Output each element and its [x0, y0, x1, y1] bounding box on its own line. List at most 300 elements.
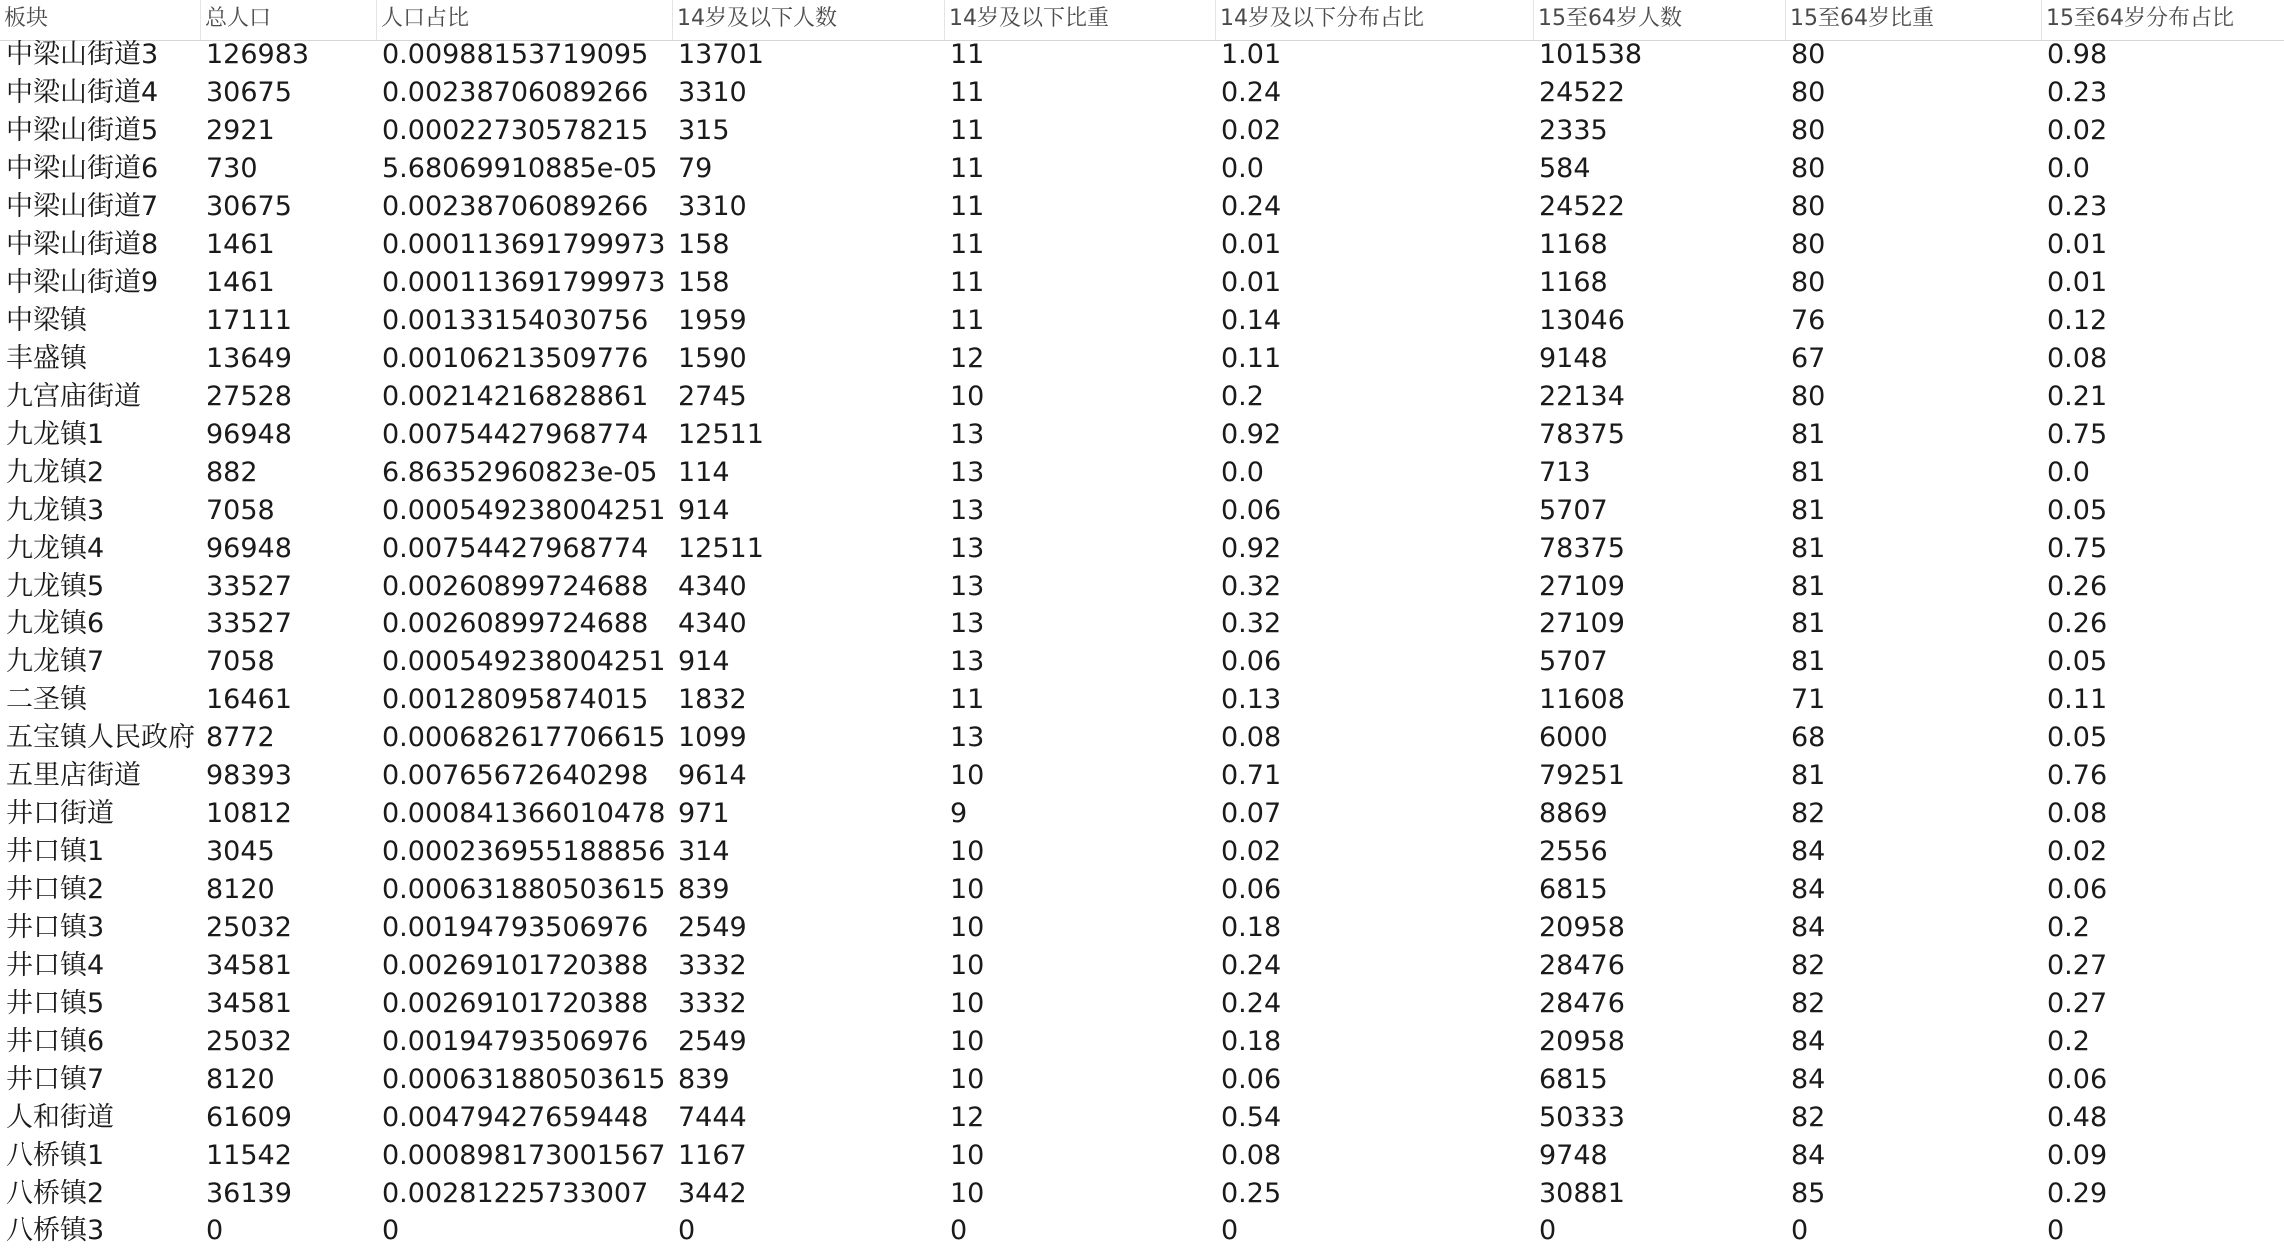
cell-under14-count: 839: [678, 874, 730, 906]
cell-age15to64-ratio: 82: [1791, 949, 1826, 981]
cell-age15to64-ratio: 81: [1791, 418, 1826, 450]
cell-district: 五里店街道: [6, 760, 141, 792]
cell-total-population: 11542: [206, 1139, 292, 1171]
cell-age15to64-count: 50333: [1539, 1101, 1625, 1133]
cell-age15to64-ratio: 84: [1791, 1139, 1826, 1171]
cell-age15to64-ratio: 81: [1791, 646, 1826, 678]
cell-age15to64-count: 24522: [1539, 77, 1625, 109]
cell-age15to64-distribution: 0.12: [2047, 304, 2108, 336]
cell-population-share: 0.000898173001567: [382, 1139, 666, 1171]
cell-under14-distribution: 0.06: [1221, 1063, 1282, 1095]
cell-district: 九龙镇6: [6, 608, 105, 640]
cell-population-share: 0.00133154030756: [382, 304, 649, 336]
cell-under14-count: 9614: [678, 760, 747, 792]
cell-age15to64-ratio: 82: [1791, 1101, 1826, 1133]
cell-age15to64-ratio: 80: [1791, 77, 1826, 109]
cell-under14-distribution: 0.14: [1221, 304, 1282, 336]
cell-under14-distribution: 0.07: [1221, 798, 1282, 830]
cell-population-share: 6.86352960823e-05: [382, 456, 658, 488]
cell-age15to64-count: 79251: [1539, 760, 1625, 792]
cell-under14-ratio: 10: [950, 874, 985, 906]
cell-under14-ratio: 10: [950, 1025, 985, 1057]
cell-age15to64-distribution: 0.75: [2047, 532, 2108, 564]
cell-population-share: 0.00214216828861: [382, 380, 649, 412]
cell-age15to64-distribution: 0.75: [2047, 418, 2108, 450]
cell-age15to64-distribution: 0.02: [2047, 836, 2108, 868]
cell-age15to64-distribution: 0.23: [2047, 191, 2108, 223]
cell-age15to64-ratio: 81: [1791, 532, 1826, 564]
cell-age15to64-distribution: 0.48: [2047, 1101, 2108, 1133]
cell-total-population: 34581: [206, 987, 292, 1019]
table-row[interactable]: [0, 302, 2284, 340]
cell-population-share: 0.00281225733007: [382, 1177, 649, 1209]
cell-under14-distribution: 0.24: [1221, 77, 1282, 109]
column-header-under14-count[interactable]: 14岁及以下人数: [672, 0, 944, 40]
cell-age15to64-count: 78375: [1539, 418, 1625, 450]
cell-under14-distribution: 0.01: [1221, 266, 1282, 298]
cell-under14-count: 3332: [678, 987, 747, 1019]
cell-age15to64-ratio: 80: [1791, 191, 1826, 223]
cell-age15to64-count: 5707: [1539, 646, 1608, 678]
cell-under14-ratio: 11: [950, 77, 985, 109]
cell-age15to64-ratio: 80: [1791, 380, 1826, 412]
cell-district: 中梁镇: [6, 304, 87, 336]
column-header-population-share[interactable]: 人口占比: [376, 0, 672, 40]
cell-age15to64-count: 27109: [1539, 608, 1625, 640]
cell-under14-ratio: 13: [950, 570, 985, 602]
column-header-age15to64-count[interactable]: 15至64岁人数: [1533, 0, 1785, 40]
cell-total-population: 1461: [206, 266, 275, 298]
table-row[interactable]: [0, 909, 2284, 947]
cell-age15to64-count: 28476: [1539, 987, 1625, 1019]
cell-under14-count: 914: [678, 494, 730, 526]
cell-under14-count: 3310: [678, 191, 747, 223]
cell-population-share: 0.000682617706615: [382, 722, 666, 754]
table-row[interactable]: [0, 36, 2284, 74]
cell-total-population: 17111: [206, 304, 292, 336]
cell-under14-count: 79: [678, 153, 713, 185]
cell-under14-count: 3332: [678, 949, 747, 981]
cell-population-share: 0.00765672640298: [382, 760, 649, 792]
cell-total-population: 30675: [206, 77, 292, 109]
table-row[interactable]: [0, 1061, 2284, 1099]
cell-total-population: 13649: [206, 342, 292, 374]
table-row[interactable]: [0, 757, 2284, 795]
cell-age15to64-distribution: 0.26: [2047, 608, 2108, 640]
cell-district: 九龙镇5: [6, 570, 105, 602]
cell-total-population: 36139: [206, 1177, 292, 1209]
cell-age15to64-count: 9748: [1539, 1139, 1608, 1171]
column-header-age15to64-distribution[interactable]: 15至64岁分布占比: [2041, 0, 2284, 40]
cell-under14-distribution: 0.24: [1221, 191, 1282, 223]
cell-under14-ratio: 11: [950, 304, 985, 336]
cell-age15to64-ratio: 81: [1791, 456, 1826, 488]
table-row[interactable]: [0, 985, 2284, 1023]
cell-total-population: 34581: [206, 949, 292, 981]
cell-age15to64-count: 713: [1539, 456, 1591, 488]
cell-under14-count: 4340: [678, 570, 747, 602]
cell-age15to64-distribution: 0.09: [2047, 1139, 2108, 1171]
cell-age15to64-count: 8869: [1539, 798, 1608, 830]
cell-age15to64-distribution: 0.23: [2047, 77, 2108, 109]
cell-under14-count: 1590: [678, 342, 747, 374]
cell-under14-distribution: 0.06: [1221, 646, 1282, 678]
table-row[interactable]: [0, 264, 2284, 302]
column-header-total-population[interactable]: 总人口: [200, 0, 376, 40]
cell-age15to64-distribution: 0.06: [2047, 1063, 2108, 1095]
cell-population-share: 0.00194793506976: [382, 911, 649, 943]
cell-under14-distribution: 0.02: [1221, 836, 1282, 868]
cell-under14-distribution: 0.92: [1221, 532, 1282, 564]
cell-age15to64-distribution: 0.21: [2047, 380, 2108, 412]
cell-total-population: 25032: [206, 1025, 292, 1057]
cell-age15to64-distribution: 0.26: [2047, 570, 2108, 602]
cell-under14-distribution: 1.01: [1221, 39, 1282, 71]
cell-under14-distribution: 0.25: [1221, 1177, 1282, 1209]
cell-age15to64-count: 9148: [1539, 342, 1608, 374]
cell-under14-ratio: 10: [950, 760, 985, 792]
cell-total-population: 730: [206, 153, 258, 185]
cell-age15to64-distribution: 0.27: [2047, 987, 2108, 1019]
cell-under14-count: 12511: [678, 418, 764, 450]
cell-total-population: 126983: [206, 39, 310, 71]
cell-population-share: 0.00754427968774: [382, 418, 649, 450]
cell-under14-ratio: 10: [950, 987, 985, 1019]
cell-age15to64-ratio: 82: [1791, 798, 1826, 830]
cell-under14-ratio: 11: [950, 229, 985, 261]
cell-age15to64-distribution: 0.06: [2047, 874, 2108, 906]
cell-population-share: 0.00260899724688: [382, 570, 649, 602]
cell-age15to64-count: 6000: [1539, 722, 1608, 754]
cell-under14-distribution: 0: [1221, 1215, 1239, 1247]
cell-age15to64-ratio: 84: [1791, 1025, 1826, 1057]
cell-population-share: 0.000236955188856: [382, 836, 666, 868]
cell-population-share: 0.00022730578215: [382, 115, 649, 147]
cell-age15to64-ratio: 85: [1791, 1177, 1826, 1209]
cell-under14-distribution: 0.08: [1221, 722, 1282, 754]
cell-under14-count: 7444: [678, 1101, 747, 1133]
cell-age15to64-ratio: 71: [1791, 684, 1826, 716]
table-row[interactable]: [0, 188, 2284, 226]
cell-district: 五宝镇人民政府: [6, 722, 195, 754]
cell-under14-distribution: 0.02: [1221, 115, 1282, 147]
cell-under14-ratio: 12: [950, 1101, 985, 1133]
cell-age15to64-count: 1168: [1539, 229, 1608, 261]
cell-age15to64-count: 11608: [1539, 684, 1625, 716]
column-header-age15to64-ratio[interactable]: 15至64岁比重: [1785, 0, 2041, 40]
cell-under14-ratio: 11: [950, 153, 985, 185]
cell-age15to64-distribution: 0.0: [2047, 456, 2090, 488]
cell-under14-distribution: 0.92: [1221, 418, 1282, 450]
table-row[interactable]: [0, 947, 2284, 985]
cell-under14-distribution: 0.24: [1221, 949, 1282, 981]
cell-district: 井口镇2: [6, 874, 105, 906]
cell-age15to64-distribution: 0.2: [2047, 911, 2090, 943]
cell-population-share: 0.000113691799973: [382, 229, 666, 261]
cell-population-share: 0.00128095874015: [382, 684, 649, 716]
cell-total-population: 1461: [206, 229, 275, 261]
cell-population-share: 0.000841366010478: [382, 798, 666, 830]
cell-under14-ratio: 9: [950, 798, 968, 830]
cell-under14-distribution: 0.0: [1221, 456, 1264, 488]
cell-population-share: 0.000631880503615: [382, 1063, 666, 1095]
cell-under14-distribution: 0.0: [1221, 153, 1264, 185]
cell-age15to64-ratio: 84: [1791, 1063, 1826, 1095]
table-row[interactable]: [0, 416, 2284, 454]
cell-population-share: 5.68069910885e-05: [382, 153, 658, 185]
cell-age15to64-count: 101538: [1539, 39, 1643, 71]
cell-under14-count: 1832: [678, 684, 747, 716]
cell-population-share: 0.000113691799973: [382, 266, 666, 298]
column-header-district[interactable]: 板块: [4, 6, 49, 31]
cell-age15to64-ratio: 84: [1791, 836, 1826, 868]
cell-total-population: 2921: [206, 115, 275, 147]
cell-total-population: 98393: [206, 760, 292, 792]
table-row[interactable]: [0, 378, 2284, 416]
table-row[interactable]: [0, 643, 2284, 681]
cell-under14-count: 3442: [678, 1177, 747, 1209]
cell-under14-ratio: 10: [950, 1063, 985, 1095]
cell-age15to64-ratio: 67: [1791, 342, 1826, 374]
cell-total-population: 33527: [206, 608, 292, 640]
cell-district: 九龙镇1: [6, 418, 105, 450]
cell-age15to64-ratio: 81: [1791, 608, 1826, 640]
cell-age15to64-distribution: 0.01: [2047, 229, 2108, 261]
table-header: [0, 0, 2284, 41]
cell-age15to64-count: 20958: [1539, 1025, 1625, 1057]
cell-under14-count: 1959: [678, 304, 747, 336]
column-header-under14-distribution[interactable]: 14岁及以下分布占比: [1215, 0, 1533, 40]
cell-age15to64-distribution: 0.76: [2047, 760, 2108, 792]
cell-population-share: 0.00754427968774: [382, 532, 649, 564]
cell-under14-distribution: 0.13: [1221, 684, 1282, 716]
table-row[interactable]: [0, 1175, 2284, 1213]
table-row[interactable]: [0, 833, 2284, 871]
cell-age15to64-count: 22134: [1539, 380, 1625, 412]
cell-under14-count: 315: [678, 115, 730, 147]
cell-population-share: 0.00260899724688: [382, 608, 649, 640]
cell-age15to64-ratio: 80: [1791, 229, 1826, 261]
cell-age15to64-ratio: 84: [1791, 874, 1826, 906]
cell-district: 中梁山街道6: [6, 153, 159, 185]
cell-age15to64-distribution: 0.02: [2047, 115, 2108, 147]
cell-district: 中梁山街道9: [6, 266, 159, 298]
cell-total-population: 882: [206, 456, 258, 488]
cell-age15to64-ratio: 80: [1791, 266, 1826, 298]
cell-under14-count: 158: [678, 229, 730, 261]
cell-total-population: 61609: [206, 1101, 292, 1133]
cell-under14-ratio: 10: [950, 1177, 985, 1209]
cell-age15to64-count: 20958: [1539, 911, 1625, 943]
cell-district: 九龙镇7: [6, 646, 105, 678]
table-row[interactable]: [0, 530, 2284, 568]
cell-under14-ratio: 13: [950, 494, 985, 526]
cell-under14-ratio: 11: [950, 191, 985, 223]
cell-district: 中梁山街道8: [6, 229, 159, 261]
cell-age15to64-count: 30881: [1539, 1177, 1625, 1209]
cell-age15to64-ratio: 76: [1791, 304, 1826, 336]
cell-age15to64-count: 27109: [1539, 570, 1625, 602]
cell-district: 九宫庙街道: [6, 380, 141, 412]
table-row[interactable]: [0, 454, 2284, 492]
cell-age15to64-ratio: 84: [1791, 911, 1826, 943]
cell-age15to64-count: 584: [1539, 153, 1591, 185]
table-row[interactable]: [0, 871, 2284, 909]
cell-under14-ratio: 13: [950, 722, 985, 754]
cell-district: 井口镇1: [6, 836, 105, 868]
table-row[interactable]: [0, 1023, 2284, 1061]
cell-district: 九龙镇2: [6, 456, 105, 488]
cell-under14-count: 2549: [678, 1025, 747, 1057]
cell-district: 二圣镇: [6, 684, 87, 716]
cell-under14-count: 839: [678, 1063, 730, 1095]
cell-under14-count: 13701: [678, 39, 764, 71]
table-row[interactable]: [0, 1212, 2284, 1250]
cell-district: 井口街道: [6, 798, 114, 830]
cell-under14-count: 2745: [678, 380, 747, 412]
cell-population-share: 0.000549238004251: [382, 494, 666, 526]
cell-age15to64-count: 2556: [1539, 836, 1608, 868]
table-row[interactable]: [0, 568, 2284, 606]
table-row[interactable]: [0, 795, 2284, 833]
cell-total-population: 16461: [206, 684, 292, 716]
cell-under14-ratio: 10: [950, 949, 985, 981]
cell-total-population: 8120: [206, 1063, 275, 1095]
cell-age15to64-count: 0: [1539, 1215, 1557, 1247]
cell-total-population: 10812: [206, 798, 292, 830]
cell-total-population: 7058: [206, 646, 275, 678]
cell-under14-count: 1167: [678, 1139, 747, 1171]
cell-total-population: 96948: [206, 418, 292, 450]
cell-under14-distribution: 0.24: [1221, 987, 1282, 1019]
cell-age15to64-distribution: 0.08: [2047, 342, 2108, 374]
cell-age15to64-count: 6815: [1539, 1063, 1608, 1095]
cell-under14-count: 0: [678, 1215, 696, 1247]
cell-under14-distribution: 0.06: [1221, 494, 1282, 526]
cell-age15to64-ratio: 68: [1791, 722, 1826, 754]
cell-under14-ratio: 13: [950, 532, 985, 564]
cell-age15to64-ratio: 0: [1791, 1215, 1809, 1247]
cell-age15to64-count: 78375: [1539, 532, 1625, 564]
cell-district: 八桥镇1: [6, 1139, 105, 1171]
cell-age15to64-count: 24522: [1539, 191, 1625, 223]
cell-under14-distribution: 0.18: [1221, 911, 1282, 943]
cell-age15to64-ratio: 80: [1791, 153, 1826, 185]
cell-population-share: 0.00479427659448: [382, 1101, 649, 1133]
column-header-under14-ratio[interactable]: 14岁及以下比重: [944, 0, 1215, 40]
cell-age15to64-distribution: 0.08: [2047, 798, 2108, 830]
cell-under14-ratio: 13: [950, 456, 985, 488]
cell-under14-ratio: 13: [950, 646, 985, 678]
cell-age15to64-ratio: 81: [1791, 494, 1826, 526]
cell-under14-ratio: 10: [950, 836, 985, 868]
cell-age15to64-distribution: 0.0: [2047, 153, 2090, 185]
cell-under14-ratio: 13: [950, 608, 985, 640]
table-row[interactable]: [0, 1137, 2284, 1175]
cell-under14-ratio: 13: [950, 418, 985, 450]
cell-total-population: 8772: [206, 722, 275, 754]
cell-under14-ratio: 11: [950, 266, 985, 298]
cell-district: 井口镇6: [6, 1025, 105, 1057]
cell-under14-count: 4340: [678, 608, 747, 640]
cell-under14-count: 314: [678, 836, 730, 868]
cell-district: 井口镇3: [6, 911, 105, 943]
cell-total-population: 96948: [206, 532, 292, 564]
table-row[interactable]: [0, 605, 2284, 643]
table-row[interactable]: [0, 150, 2284, 188]
cell-under14-count: 914: [678, 646, 730, 678]
cell-under14-ratio: 10: [950, 380, 985, 412]
cell-under14-count: 3310: [678, 77, 747, 109]
cell-under14-distribution: 0.01: [1221, 229, 1282, 261]
table-row[interactable]: [0, 74, 2284, 112]
cell-district: 中梁山街道5: [6, 115, 159, 147]
cell-age15to64-ratio: 80: [1791, 115, 1826, 147]
table-row[interactable]: [0, 719, 2284, 757]
cell-age15to64-count: 6815: [1539, 874, 1608, 906]
cell-under14-count: 1099: [678, 722, 747, 754]
cell-under14-ratio: 12: [950, 342, 985, 374]
cell-age15to64-distribution: 0.05: [2047, 722, 2108, 754]
cell-under14-ratio: 11: [950, 39, 985, 71]
cell-district: 井口镇4: [6, 949, 105, 981]
cell-age15to64-count: 28476: [1539, 949, 1625, 981]
cell-population-share: 0.00194793506976: [382, 1025, 649, 1057]
cell-total-population: 25032: [206, 911, 292, 943]
cell-under14-count: 12511: [678, 532, 764, 564]
cell-total-population: 27528: [206, 380, 292, 412]
table-row[interactable]: [0, 112, 2284, 150]
cell-under14-count: 971: [678, 798, 730, 830]
table-row[interactable]: [0, 340, 2284, 378]
cell-age15to64-distribution: 0.01: [2047, 266, 2108, 298]
table-row[interactable]: [0, 492, 2284, 530]
cell-population-share: 0.00238706089266: [382, 77, 649, 109]
cell-under14-distribution: 0.54: [1221, 1101, 1282, 1133]
cell-district: 井口镇5: [6, 987, 105, 1019]
table-row[interactable]: [0, 226, 2284, 264]
table-row[interactable]: [0, 681, 2284, 719]
cell-population-share: 0.000631880503615: [382, 874, 666, 906]
cell-under14-count: 114: [678, 456, 730, 488]
cell-population-share: 0.00269101720388: [382, 949, 649, 981]
cell-district: 八桥镇3: [6, 1215, 105, 1247]
cell-age15to64-distribution: 0.98: [2047, 39, 2108, 71]
cell-under14-ratio: 10: [950, 1139, 985, 1171]
cell-total-population: 30675: [206, 191, 292, 223]
cell-age15to64-distribution: 0: [2047, 1215, 2065, 1247]
cell-district: 人和街道: [6, 1101, 114, 1133]
cell-age15to64-count: 13046: [1539, 304, 1625, 336]
cell-age15to64-distribution: 0.11: [2047, 684, 2108, 716]
cell-population-share: 0.00106213509776: [382, 342, 649, 374]
cell-under14-distribution: 0.2: [1221, 380, 1264, 412]
cell-district: 九龙镇3: [6, 494, 105, 526]
cell-age15to64-distribution: 0.29: [2047, 1177, 2108, 1209]
cell-population-share: 0.00238706089266: [382, 191, 649, 223]
cell-under14-ratio: 11: [950, 115, 985, 147]
cell-age15to64-ratio: 81: [1791, 760, 1826, 792]
cell-under14-count: 2549: [678, 911, 747, 943]
table-row[interactable]: [0, 1099, 2284, 1137]
cell-age15to64-ratio: 81: [1791, 570, 1826, 602]
cell-under14-distribution: 0.18: [1221, 1025, 1282, 1057]
cell-population-share: 0.00988153719095: [382, 39, 649, 71]
cell-age15to64-distribution: 0.2: [2047, 1025, 2090, 1057]
cell-age15to64-distribution: 0.27: [2047, 949, 2108, 981]
cell-total-population: 7058: [206, 494, 275, 526]
cell-total-population: 8120: [206, 874, 275, 906]
